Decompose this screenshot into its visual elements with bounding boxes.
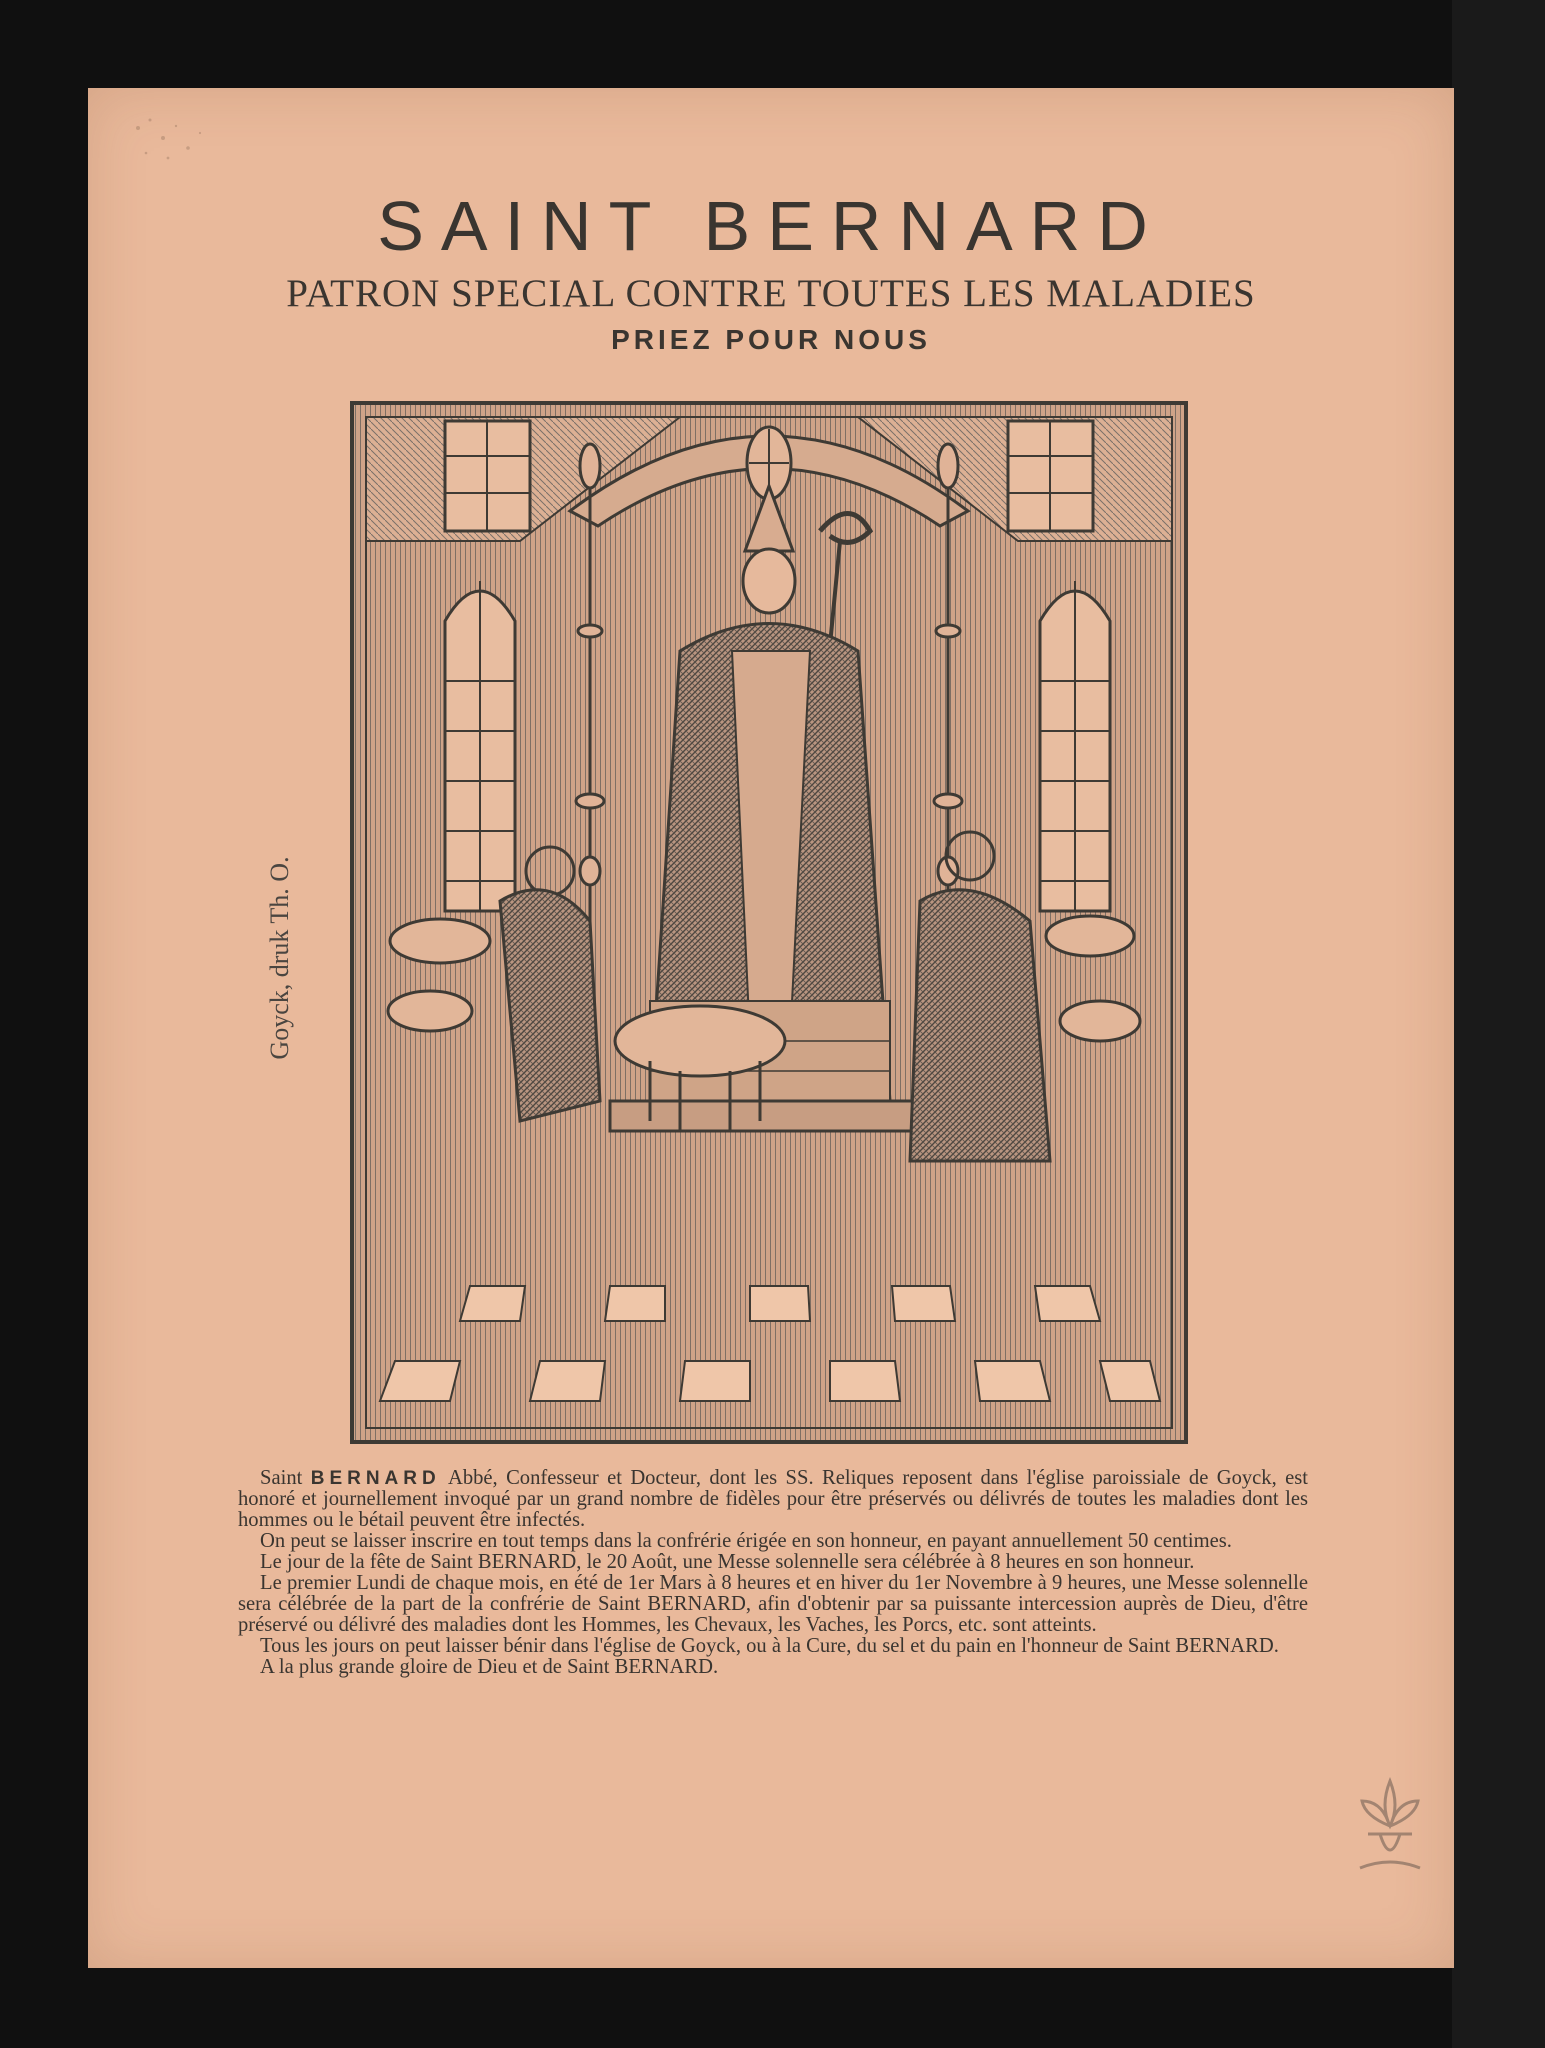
engraving-saint-bernard-icon [350,401,1188,1444]
paper-speckle [128,108,218,168]
devotional-card [88,88,1454,1968]
paragraph-6: A la plus grande gloire de Dieu et de Saint BERNARD. [260,1656,719,1678]
mount-background [1452,0,1545,2048]
paragraph-2: On peut se laisser inscrire en tout temps dans la confrérie érigée en son honneur, en payant annuellement 50 centimes. [260,1530,1232,1552]
paragraph-5: Tous les jours on peut laisser bénir dans l'église de Goyck, ou à la Cure, du sel et du pain en l'honneur de Saint BERNARD. [260,1635,1279,1657]
prayer-line: PRIEZ POUR NOUS [611,324,931,355]
p1-prefix: Saint [260,1467,303,1489]
description-text [238,1468,1308,1678]
page-title: SAINT BERNARD [377,187,1165,265]
paragraph-4: Le premier Lundi de chaque mois, en été de 1er Mars à 8 heures et en hiver du 1er Novembre à 9 heures, une Messe solennelle sera célébrée de la part de la confrérie de Saint BERNARD, afin d'obtenir par sa puissante intercession auprès de Dieu, d'être préservé ou délivré des maladies dont les Hommes, les Chevaux, les Vaches, les Porcs, etc. sont atteints. [238,1572,1308,1636]
p1-rest: Abbé, Confesseur et Docteur, dont les SS. Reliques reposent dans l'église paroissiale de Goyck, est honoré et journellement invoqué par un grand nombre de fidèles pour être préservés ou délivrés de toutes les maladies dont les hommes ou le bétail peuvent être infectés. [238,1467,1308,1531]
fleur-de-lis-stamp-icon [1350,1776,1430,1876]
saint-bernard-engraving [350,401,1188,1444]
paragraph-1 [238,1468,1308,1531]
paragraph-3: Le jour de la fête de Saint BERNARD, le 20 Août, une Messe solennelle sera célébrée à 8 heures en son honneur. [260,1551,1195,1573]
printer-credit-text: Goyck, druk Th. O. [265,856,294,1060]
page-subtitle: PATRON SPECIAL CONTRE TOUTES LES MALADIES [286,272,1256,315]
saint-name: BERNARD [310,1468,441,1489]
